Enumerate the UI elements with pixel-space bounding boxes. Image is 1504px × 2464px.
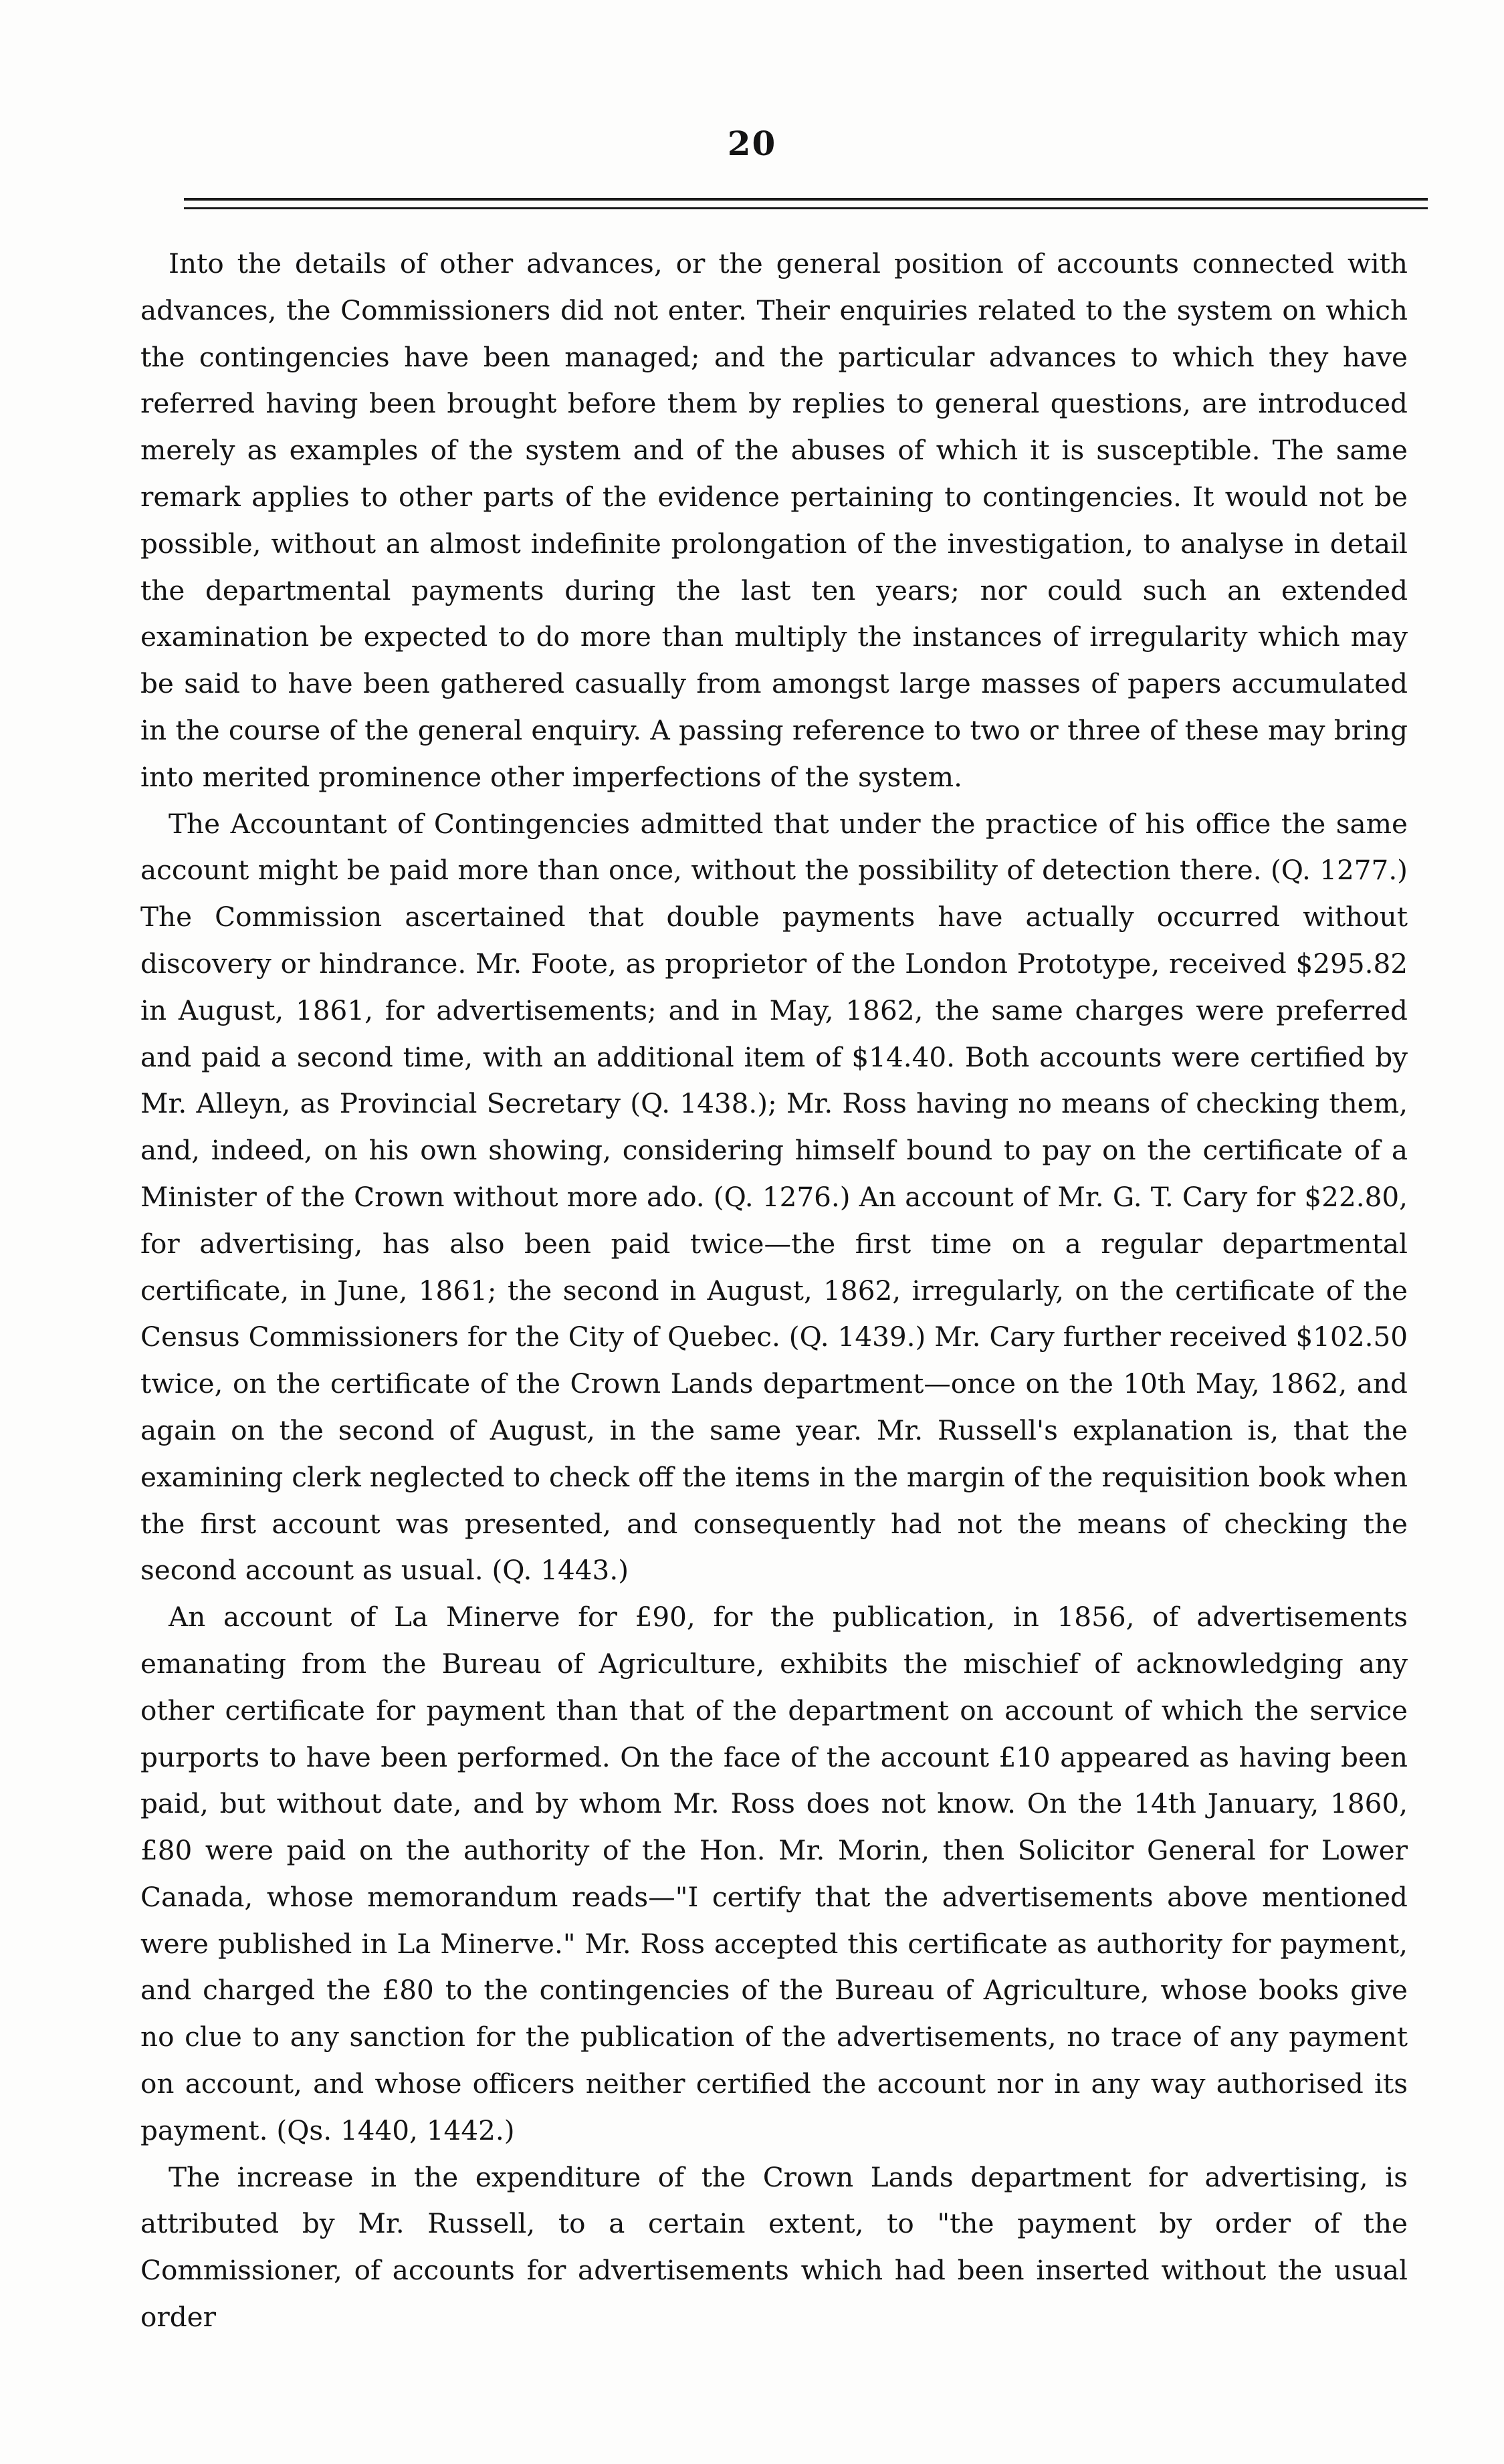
paragraph-crown-lands: The increase in the expenditure of the Crown Lands department for advertising, is attributed by Mr. Russell, to a certain extent, to "the payment by order of the Commissioner, of accounts for advertisements which had been inserted without the usual order <box>140 2160 1408 2334</box>
paragraph-la-minerve: An account of La Minerve for £90, for the publication, in 1856, of advertisements emanating from the Bureau of Agriculture, exhibits the mischief of acknowledging any other certificate for payment than that of the department on account of which the service purports to have been performed. On the face of the account £10 appeared as having been paid, but without date, and by whom Mr. Ross does not know. On the 14th January, 1860, £80 were paid on the authority of the Hon. Mr. Morin, then Solicitor General for Lower Canada, whose memorandum reads—"I certify that the advertisements above mentioned were published in La Minerve." Mr. Ross accepted this certificate as authority for payment, and charged the £80 to the contingencies of the Bureau of Agriculture, whose books give no clue to any sanction for the publication of the advertisements, no trace of any payment on account, and whose officers neither certified the account nor in any way authorised its payment. (Qs. 1440, 1442.) <box>140 1601 1408 2146</box>
paragraph-double-payments: The Accountant of Contingencies admitted that under the practice of his office the same account might be paid more than once, without the possibility of detection there. (Q. 1277.) The Commission ascertained that double payments have actually occurred without discovery or hindrance. Mr. Foote, as proprietor of the London Prototype, received $295.82 in August, 1861, for advertisements; and in May, 1862, the same charges were preferred and paid a second time, with an additional item of $14.40. Both accounts were certified by Mr. Alleyn, as Provincial Secretary (Q. 1438.); Mr. Ross having no means of checking them, and, indeed, on his own showing, considering himself bound to pay on the certificate of a Minister of the Crown without more ado. (Q. 1276.) An account of Mr. G. T. Cary for $22.80, for advertising, has also been paid twice—the first time on a regular departmental certificate, in June, 1861; the second in August, 1862, irregularly, on the certificate of the Census Commissioners for the City of Quebec. (Q. 1439.) Mr. Cary further received $102.50 twice, on the certificate of the Crown Lands department—once on the 10th May, 1862, and again on the second of August, in the same year. Mr. Russell's explanation is, that the examining clerk neglected to check off the items in the margin of the requisition book when the first account was presented, and consequently had not the means of checking the second account as usual. (Q. 1443.) <box>140 807 1408 1587</box>
header-rule <box>184 198 1428 201</box>
header-rule-secondary <box>184 207 1428 209</box>
paragraph-advances: Into the details of other advances, or the general position of accounts connected with advances, the Commissioners did not enter. Their enquiries related to the system on which the contingencies have been managed; and the particular advances to which they have referred having been brought before them by replies to general questions, are introduced merely as examples of the system and of the abuses of which it is susceptible. The same remark applies to other parts of the evidence pertaining to contingencies. It would not be possible, without an almost indefinite prolongation of the investigation, to analyse in detail the departmental payments during the last ten years; nor could such an extended examination be expected to do more than multiply the instances of irregularity which may be said to have been gathered casually from amongst large masses of papers accumulated in the course of the general enquiry. A passing reference to two or three of these may bring into merited prominence other imperfections of the system. <box>140 247 1408 793</box>
page-number: 20 <box>727 124 777 163</box>
body-text <box>140 241 1408 2341</box>
